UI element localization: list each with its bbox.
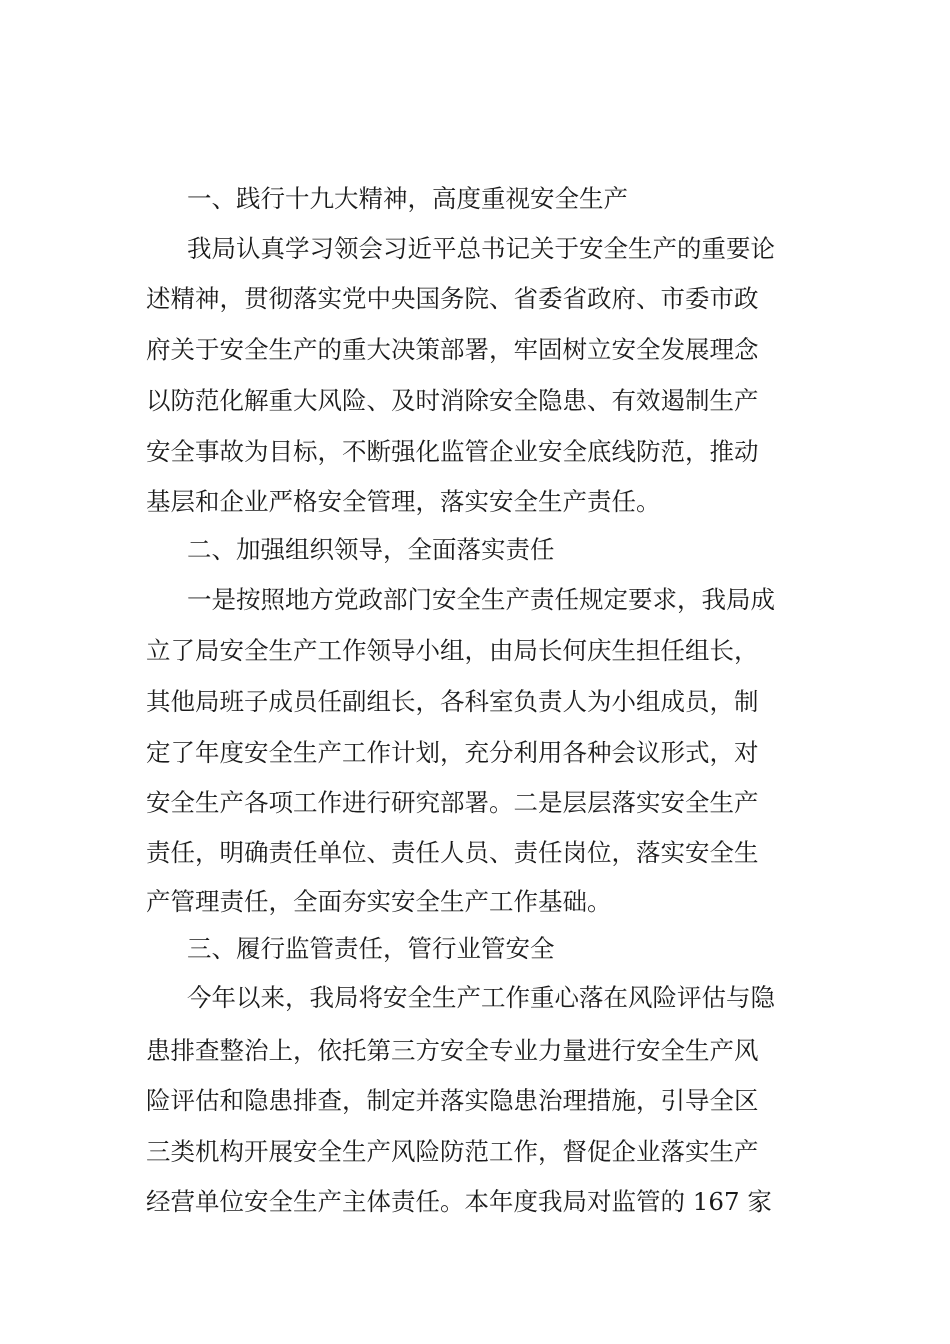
paragraph-line: 三类机构开展安全生产风险防范工作，督促企业落实生产 [146, 1137, 759, 1166]
heading-section-2: 二、加强组织领导，全面落实责任 [187, 535, 555, 564]
paragraph-line: 安全生产各项工作进行研究部署。二是层层落实安全生产 [146, 788, 759, 817]
heading-section-1: 一、践行十九大精神，高度重视安全生产 [187, 184, 628, 213]
paragraph-line: 患排查整治上，依托第三方安全专业力量进行安全生产风 [146, 1036, 759, 1065]
paragraph-line: 立了局安全生产工作领导小组，由局长何庆生担任组长， [146, 636, 759, 665]
paragraph-line: 一是按照地方党政部门安全生产责任规定要求，我局成 [187, 585, 775, 614]
paragraph-line: 其他局班子成员任副组长，各科室负责人为小组成员，制 [146, 687, 759, 716]
paragraph-line: 安全事故为目标，不断强化监管企业安全底线防范，推动 [146, 437, 759, 466]
heading-section-3: 三、履行监管责任，管行业管安全 [187, 934, 555, 963]
paragraph-line: 述精神，贯彻落实党中央国务院、省委省政府、市委市政 [146, 284, 759, 313]
paragraph-line: 我局认真学习领会习近平总书记关于安全生产的重要论 [187, 234, 775, 263]
paragraph-line: 今年以来，我局将安全生产工作重心落在风险评估与隐 [187, 983, 775, 1012]
paragraph-line: 府关于安全生产的重大决策部署，牢固树立安全发展理念 [146, 335, 759, 364]
paragraph-line: 经营单位安全生产主体责任。本年度我局对监管的 167 家 [146, 1187, 772, 1216]
paragraph-line: 以防范化解重大风险、及时消除安全隐患、有效遏制生产 [146, 386, 759, 415]
paragraph-line: 险评估和隐患排查，制定并落实隐患治理措施，引导全区 [146, 1086, 759, 1115]
paragraph-line: 责任，明确责任单位、责任人员、责任岗位，落实安全生 [146, 838, 759, 867]
paragraph-line: 定了年度安全生产工作计划，充分利用各种会议形式，对 [146, 738, 759, 767]
paragraph-line: 产管理责任，全面夯实安全生产工作基础。 [146, 887, 612, 916]
paragraph-line: 基层和企业严格安全管理，落实安全生产责任。 [146, 487, 661, 516]
